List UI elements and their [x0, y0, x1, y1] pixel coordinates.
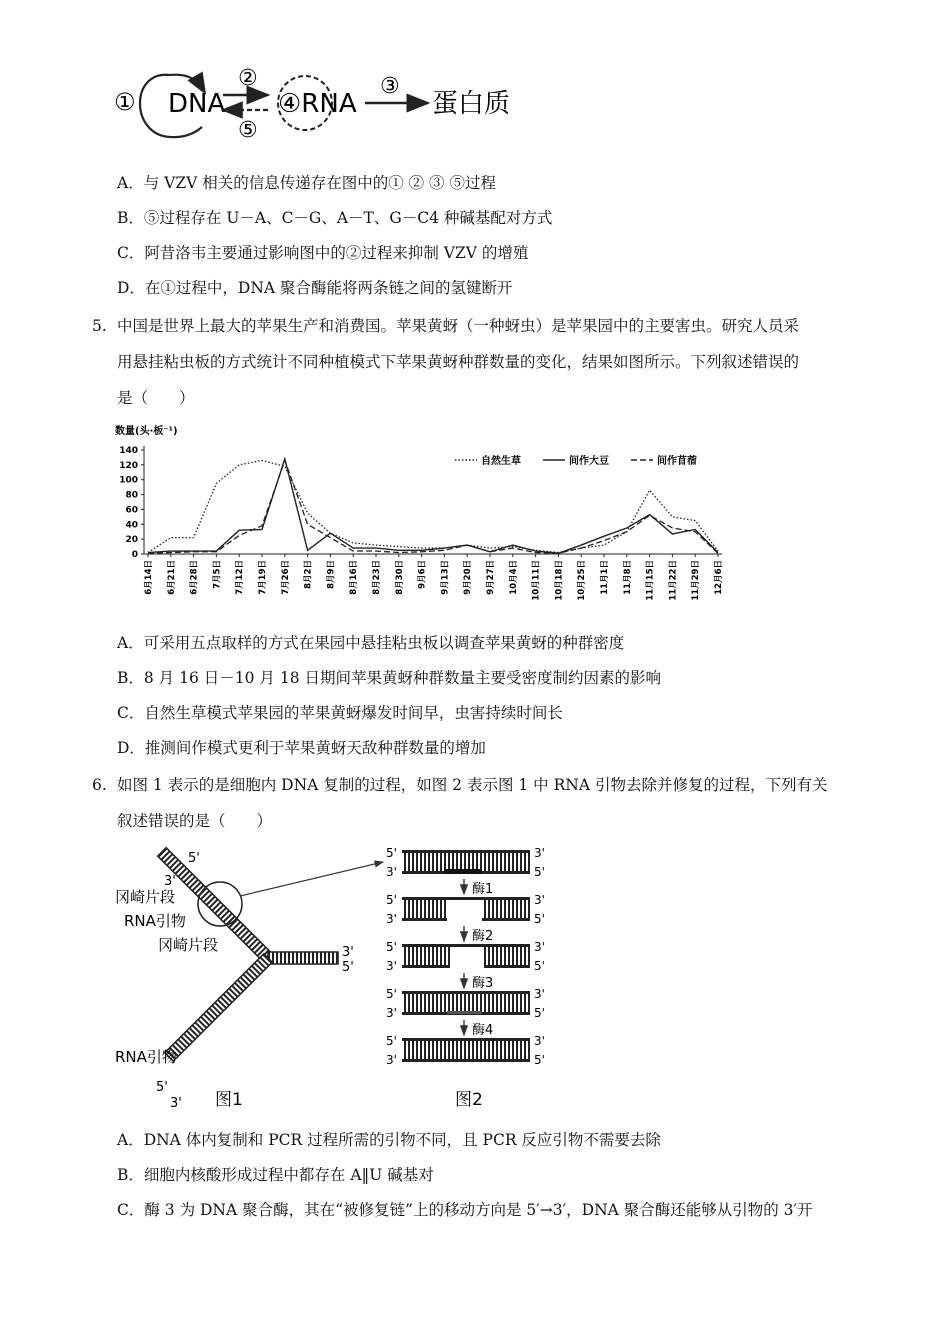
y-tick-label: 80: [125, 490, 138, 501]
aphid-population-chart: [110, 420, 735, 615]
fig2-bottom-strand: [482, 918, 530, 921]
fig2-top-strand: [402, 897, 530, 900]
fig2-left-top: 5': [386, 940, 397, 954]
x-tick-label: 8月23日: [372, 560, 382, 595]
fig2-right-top: 3': [534, 1034, 545, 1048]
fig1-caption: 图1: [215, 1090, 243, 1110]
fig1-rna-primer-label-2: RNA引物: [115, 1048, 177, 1066]
q5-option-b: B．8 月 16 日－10 月 18 日期间苹果黄蚜种群数量主要受密度制约因素的影响: [117, 669, 661, 687]
y-tick-label: 20: [125, 535, 138, 546]
legend-label: 间作大豆: [569, 456, 609, 467]
fig2-left-bottom: 3': [386, 1006, 397, 1020]
fig2-right-top: 3': [534, 846, 545, 860]
legend-label: 间作苜蓿: [657, 456, 697, 467]
step1-label: ①: [114, 88, 136, 116]
x-tick-label: 8月30日: [394, 560, 405, 595]
fig1-okazaki-label-2: 冈崎片段: [158, 936, 219, 954]
x-tick-label: 7月26日: [280, 560, 291, 595]
q6-option-a: A．DNA 体内复制和 PCR 过程所需的引物不同，且 PCR 反应引物不需要去除: [117, 1131, 661, 1149]
fig2-left-top: 5': [386, 1034, 397, 1048]
q5-stem-line3: 是（ ）: [117, 389, 195, 407]
y-tick-label: 40: [125, 520, 138, 531]
fig2-enzyme-label: 酶3: [472, 976, 494, 991]
fig1-bottom-5: 5': [156, 1080, 168, 1095]
chart-ylabel: 数量(头·板⁻¹): [115, 426, 178, 437]
y-tick-label: 100: [119, 475, 138, 486]
fig1-rna-primer-label-1: RNA引物: [124, 912, 186, 930]
fig2-top-strand: [402, 944, 530, 947]
fig2-bottom-strand: [484, 965, 530, 968]
q5-number: 5.: [92, 317, 107, 335]
fig2-left-bottom: 3': [386, 959, 397, 973]
x-tick-label: 8月2日: [303, 560, 314, 589]
fig2-left-top: 5': [386, 846, 397, 860]
y-tick-label: 60: [125, 505, 138, 516]
fig2-right-bottom: 5': [534, 1053, 545, 1067]
fig2-left-top: 5': [386, 893, 397, 907]
q4-option-d: D．在①过程中，DNA 聚合酶能将两条链之间的氢键断开: [117, 279, 513, 297]
dna-label: DNA: [168, 89, 226, 119]
q6-option-c: C．酶 3 为 DNA 聚合酶，其在“被修复链”上的移动方向是 5′→3′，DNA 聚合酶还能够从引物的 3′开: [117, 1201, 813, 1219]
q5-option-d: D．推测间作模式更利于苹果黄蚜天敌种群数量的增加: [117, 739, 486, 757]
fig2-bottom-strand: [402, 965, 450, 968]
x-tick-label: 11月29日: [691, 560, 702, 601]
step4-rna-label: ④RNA: [278, 89, 357, 119]
q6-stem-line2: 叙述错误的是（ ）: [117, 812, 273, 830]
fig2-right-top: 3': [534, 987, 545, 1001]
x-tick-label: 6月21日: [166, 560, 177, 595]
x-tick-label: 11月22日: [668, 560, 679, 601]
fig2-enzyme-label: 酶2: [472, 929, 494, 944]
fig1-right-3: 3': [342, 945, 354, 960]
x-tick-label: 10月18日: [554, 560, 565, 601]
x-tick-label: 7月5日: [212, 560, 223, 589]
q6-number: 6.: [92, 776, 107, 794]
x-tick-label: 10月4日: [508, 560, 519, 595]
fig2-rungs: [402, 994, 530, 1012]
fig2-gap: [450, 947, 484, 965]
protein-label: 蛋白质: [432, 89, 511, 119]
fig2-caption: 图2: [455, 1090, 483, 1110]
fig1-right-5: 5': [342, 960, 354, 975]
fig2-rna-primer: [444, 869, 482, 874]
fig2-right-bottom: 5': [534, 1006, 545, 1020]
series-line-dashed: [148, 460, 718, 553]
fig2-filled-segment: [447, 1011, 482, 1014]
x-tick-label: 11月8日: [622, 560, 633, 595]
legend-label: 自然生草: [481, 456, 521, 467]
x-tick-label: 12月6日: [714, 560, 724, 595]
x-tick-label: 11月15日: [645, 560, 656, 601]
fig2-enzyme-label: 酶1: [472, 882, 494, 897]
fig2-enzyme-label: 酶4: [472, 1023, 494, 1038]
x-tick-label: 11月1日: [600, 560, 610, 595]
fig2-rungs: [402, 853, 530, 871]
x-tick-label: 8月16日: [349, 560, 360, 595]
fig2-right-bottom: 5': [534, 912, 545, 926]
central-dogma-diagram: [110, 55, 530, 155]
x-tick-label: 9月6日: [417, 560, 428, 589]
fig2-bottom-strand: [402, 918, 447, 921]
fig1-top-3: 3': [164, 874, 176, 889]
step5-label: ⑤: [238, 118, 258, 143]
fig1-okazaki-label-1: 冈崎片段: [115, 888, 176, 906]
fig2-right-top: 3': [534, 893, 545, 907]
figure-1: [115, 848, 383, 1111]
x-tick-label: 9月27日: [486, 560, 496, 595]
fig2-right-bottom: 5': [534, 959, 545, 973]
x-tick-label: 10月11日: [531, 560, 542, 601]
fig2-right-bottom: 5': [534, 865, 545, 879]
x-tick-label: 10月25日: [577, 560, 588, 601]
magnify-arrow: [240, 862, 383, 896]
fig1-top-5: 5': [188, 851, 200, 866]
parental-duplex: [268, 952, 338, 964]
fig1-bottom-3: 3': [170, 1096, 182, 1111]
fig2-left-bottom: 3': [386, 912, 397, 926]
y-tick-label: 0: [131, 550, 138, 560]
fig2-rungs: [402, 1041, 530, 1059]
y-tick-label: 140: [119, 446, 138, 456]
y-tick-label: 120: [119, 460, 138, 471]
q5-stem-line2: 用悬挂粘虫板的方式统计不同种植模式下苹果黄蚜种群数量的变化，结果如图所示。下列叙述错误的: [117, 353, 800, 371]
x-tick-label: 9月20日: [463, 560, 474, 595]
fig2-right-top: 3': [534, 940, 545, 954]
q6-option-b: B．细胞内核酸形成过程中都存在 A‖U 碱基对: [117, 1166, 434, 1184]
x-tick-label: 8月9日: [326, 560, 337, 589]
q4-option-b: B．⑤过程存在 U－A、C－G、A－T、G－C4 种碱基配对方式: [117, 209, 553, 227]
fig2-left-bottom: 3': [386, 1053, 397, 1067]
x-tick-label: 7月12日: [235, 560, 246, 595]
x-tick-label: 6月14日: [144, 560, 154, 595]
fig2-top-strand: [402, 850, 530, 853]
q4-option-a: A．与 VZV 相关的信息传递存在图中的① ② ③ ⑤过程: [117, 174, 496, 192]
dna-replication-figures: [100, 840, 570, 1115]
x-tick-label: 9月13日: [440, 560, 451, 595]
fig2-top-strand: [402, 1038, 530, 1041]
q6-stem-line1: 如图 1 表示的是细胞内 DNA 复制的过程，如图 2 表示图 1 中 RNA 引物去除并修复的过程，下列有关: [117, 776, 828, 794]
fig2-gap: [447, 900, 482, 918]
figure-2: [386, 846, 545, 1067]
step2-label: ②: [238, 66, 258, 91]
series-line-dotted: [148, 460, 718, 552]
series-line-solid: [148, 459, 718, 553]
q5-option-a: A．可采用五点取样的方式在果园中悬挂粘虫板以调查苹果黄蚜的种群密度: [117, 634, 625, 652]
x-tick-label: 6月28日: [189, 560, 200, 595]
q5-option-c: C．自然生草模式苹果园的苹果黄蚜爆发时间早，虫害持续时间长: [117, 704, 563, 722]
q4-option-c: C．阿昔洛韦主要通过影响图中的②过程来抑制 VZV 的增殖: [117, 244, 529, 262]
x-tick-label: 7月19日: [258, 560, 268, 595]
fig2-left-bottom: 3': [386, 865, 397, 879]
fig2-bottom-strand: [402, 1059, 530, 1062]
q5-stem-line1: 中国是世界上最大的苹果生产和消费国。苹果黄蚜（一种蚜虫）是苹果园中的主要害虫。研究人员采: [117, 317, 800, 335]
fig2-top-strand: [402, 991, 530, 994]
step3-label: ③: [380, 74, 400, 99]
fig2-left-top: 5': [386, 987, 397, 1001]
